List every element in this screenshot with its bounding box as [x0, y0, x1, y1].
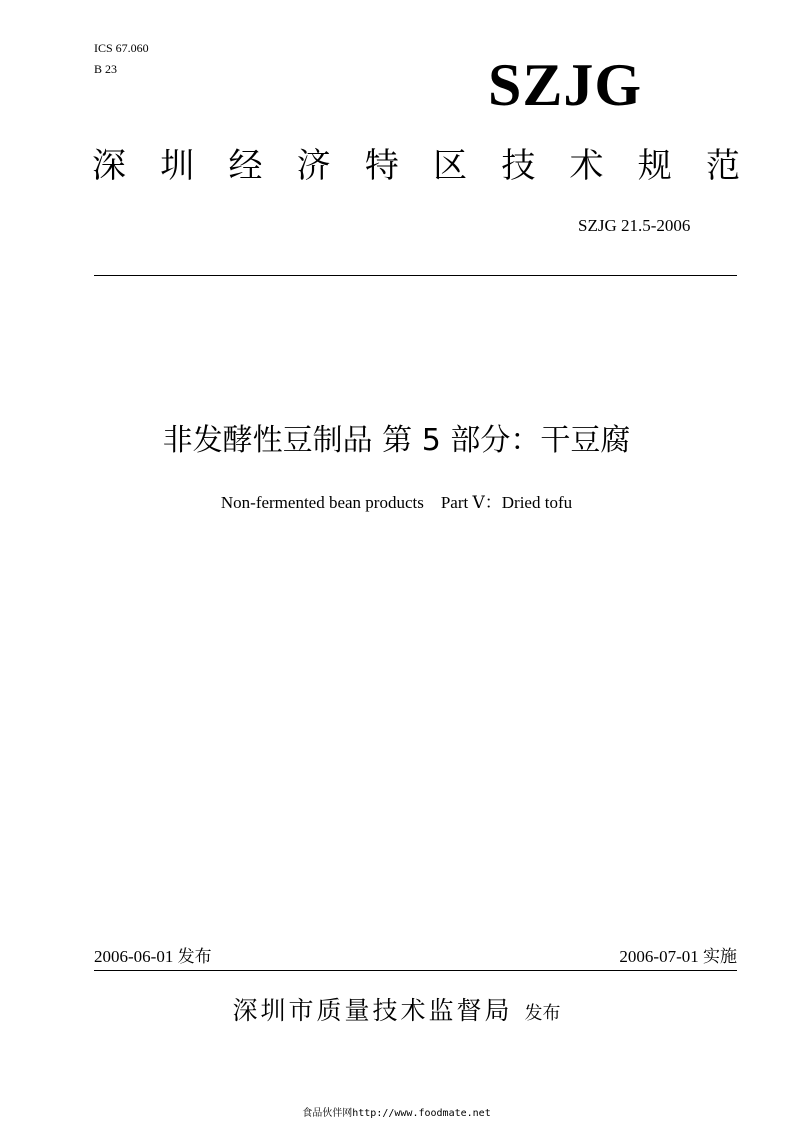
source-watermark: 食品伙伴网http://www.foodmate.net: [302, 1108, 491, 1119]
standard-number: SZJG 21.5-2006: [578, 216, 691, 235]
publish-date: 2006-06-01 发布: [94, 947, 212, 966]
implementation-date: 2006-07-01 实施: [619, 947, 737, 966]
series-char: 圳: [160, 146, 195, 186]
series-char: 技: [501, 146, 536, 186]
series-char: 经: [228, 146, 263, 186]
header-divider: [94, 275, 737, 276]
ccs-code: B 23: [94, 62, 118, 76]
series-char: 济: [296, 146, 331, 186]
series-char: 术: [569, 146, 604, 186]
issuing-authority: [0, 991, 793, 1027]
series-char: 深: [92, 146, 126, 186]
series-char: 规: [637, 146, 672, 186]
standard-series-title: [92, 144, 740, 188]
issuer-suffix: 发布: [524, 1003, 561, 1024]
standard-logo: SZJG: [488, 52, 643, 118]
series-char: 范: [705, 146, 740, 186]
document-title-chinese: 非发酵性豆制品 第 5 部分：干豆腐: [162, 423, 631, 458]
ics-code: ICS 67.060: [94, 41, 149, 55]
issuer-name: 深圳市质量技术监督局: [232, 996, 513, 1025]
document-title-english: Non-fermented bean products Part Ⅴ：Dried tofu: [220, 493, 573, 512]
series-char: 区: [433, 146, 468, 186]
footer-divider: [94, 970, 737, 971]
series-char: 特: [364, 146, 399, 186]
